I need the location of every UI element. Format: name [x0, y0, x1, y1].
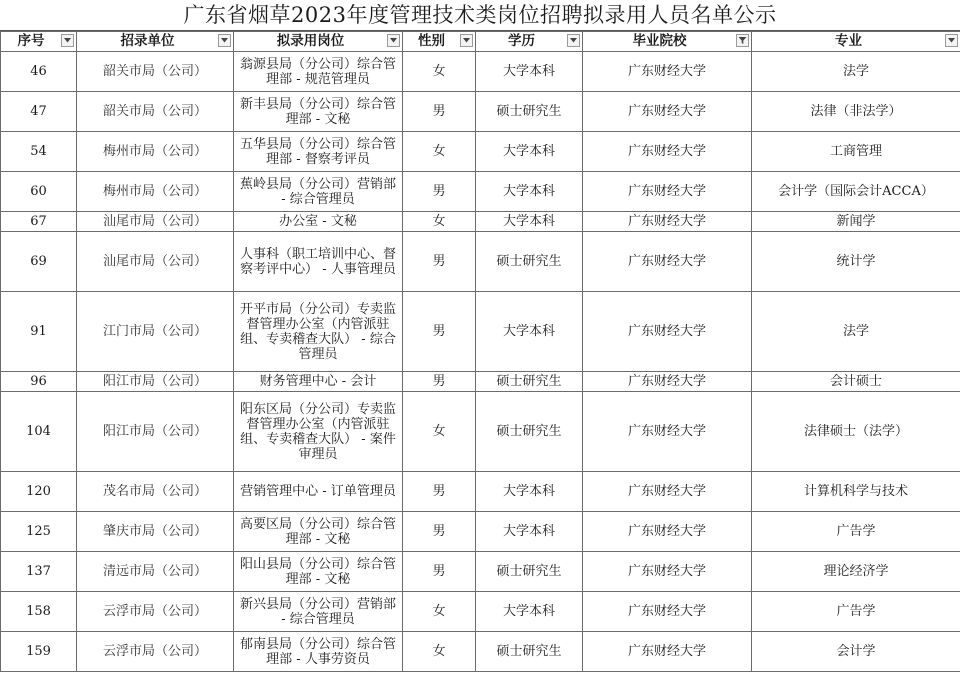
cell-gender [403, 52, 476, 92]
cell-school [583, 232, 752, 292]
cell-post [234, 172, 403, 212]
cell-major-text: 法学 [842, 324, 869, 339]
cell-education-text: 硕士研究生 [496, 104, 562, 119]
cell-major-text: 计算机科学与技术 [803, 484, 908, 499]
cell-unit [77, 92, 234, 132]
cell-education [476, 552, 583, 592]
cell-school [583, 472, 752, 512]
cell-unit-text: 云浮市局（公司） [102, 604, 207, 619]
table-row [1, 592, 960, 632]
dropdown-arrow-icon[interactable] [567, 34, 580, 47]
cell-education-text: 硕士研究生 [496, 254, 562, 269]
cell-gender [403, 472, 476, 512]
cell-school [583, 512, 752, 552]
cell-no-text: 67 [30, 214, 47, 229]
cell-post-text: 办公室 - 文秘 [279, 214, 357, 229]
dropdown-arrow-icon[interactable] [387, 34, 400, 47]
col-header-major-label: 专业 [835, 33, 862, 49]
cell-education [476, 232, 583, 292]
cell-no [1, 512, 77, 552]
cell-gender-text: 女 [432, 644, 446, 659]
table-row [1, 472, 960, 512]
cell-unit [77, 512, 234, 552]
cell-education-text: 硕士研究生 [496, 374, 562, 389]
cell-unit-text: 肇庆市局（公司） [102, 524, 207, 539]
cell-major-text: 会计学 [836, 644, 876, 659]
cell-school [583, 552, 752, 592]
table-row [1, 292, 960, 372]
cell-gender [403, 632, 476, 672]
dropdown-arrow-icon[interactable] [61, 34, 74, 47]
recruitment-table [0, 31, 960, 672]
cell-no-text: 120 [26, 484, 51, 499]
col-header-gender [403, 32, 476, 52]
cell-education [476, 392, 583, 472]
cell-education-text: 硕士研究生 [496, 564, 562, 579]
cell-major-text: 理论经济学 [823, 564, 889, 579]
cell-school-text: 广东财经大学 [627, 104, 706, 119]
cell-no [1, 372, 77, 392]
cell-gender-text: 女 [432, 424, 446, 439]
table-row [1, 172, 960, 212]
cell-education-text: 大学本科 [502, 184, 555, 199]
cell-education-text: 大学本科 [502, 524, 555, 539]
cell-unit [77, 472, 234, 512]
cell-no [1, 172, 77, 212]
cell-school-text: 广东财经大学 [627, 564, 706, 579]
table-row [1, 552, 960, 592]
dropdown-arrow-icon[interactable] [218, 34, 231, 47]
cell-gender-text: 男 [432, 374, 446, 389]
cell-post-text: 新丰县局（分公司）综合管理部 - 文秘 [239, 96, 396, 127]
cell-unit-text: 韶关市局（公司） [102, 64, 207, 79]
cell-unit [77, 232, 234, 292]
cell-post-text: 新兴县局（分公司）营销部 - 综合管理员 [239, 596, 396, 627]
cell-school [583, 592, 752, 632]
cell-major [752, 392, 960, 472]
cell-education [476, 132, 583, 172]
table-row [1, 52, 960, 92]
cell-post [234, 292, 403, 372]
cell-post [234, 512, 403, 552]
table-row [1, 372, 960, 392]
cell-gender-text: 男 [432, 254, 446, 269]
cell-education [476, 472, 583, 512]
dropdown-arrow-icon[interactable] [460, 34, 473, 47]
cell-no [1, 292, 77, 372]
cell-major-text: 法律（非法学） [810, 104, 902, 119]
cell-no-text: 137 [26, 564, 51, 579]
cell-post [234, 132, 403, 172]
cell-education [476, 172, 583, 212]
cell-unit [77, 212, 234, 232]
cell-major-text: 广告学 [836, 524, 876, 539]
table-row [1, 632, 960, 672]
cell-no-text: 159 [26, 644, 51, 659]
cell-unit-text: 云浮市局（公司） [102, 644, 207, 659]
table-body [1, 52, 960, 672]
cell-unit-text: 江门市局（公司） [102, 324, 207, 339]
cell-post-text: 郁南县局（分公司）综合管理部 - 人事劳资员 [239, 636, 396, 667]
cell-unit [77, 592, 234, 632]
cell-major [752, 632, 960, 672]
cell-unit-text: 茂名市局（公司） [102, 484, 207, 499]
col-header-post-label: 拟录用岗位 [276, 33, 345, 49]
cell-school-text: 广东财经大学 [627, 324, 706, 339]
cell-gender [403, 132, 476, 172]
cell-education [476, 92, 583, 132]
cell-unit [77, 292, 234, 372]
cell-major [752, 552, 960, 592]
cell-no-text: 104 [26, 424, 51, 439]
cell-post-text: 开平市局（分公司）专卖监督管理办公室（内管派驻组、专卖稽查大队） - 综合管理员 [239, 301, 396, 362]
cell-post [234, 392, 403, 472]
cell-major [752, 132, 960, 172]
cell-unit-text: 韶关市局（公司） [102, 104, 207, 119]
cell-education-text: 大学本科 [502, 64, 555, 79]
cell-no-text: 158 [26, 604, 51, 619]
table-row [1, 392, 960, 472]
cell-school-text: 广东财经大学 [627, 214, 706, 229]
cell-post [234, 592, 403, 632]
cell-post-text: 财务管理中心 - 会计 [259, 374, 377, 389]
cell-major-text: 会计学（国际会计ACCA） [778, 184, 934, 199]
cell-major-text: 会计硕士 [829, 374, 882, 389]
cell-unit-text: 阳江市局（公司） [102, 424, 207, 439]
cell-post-text: 五华县局（分公司）综合管理部 - 督察考评员 [239, 136, 396, 167]
cell-school-text: 广东财经大学 [627, 524, 706, 539]
cell-school [583, 132, 752, 172]
cell-school [583, 392, 752, 472]
cell-major [752, 232, 960, 292]
cell-education-text: 大学本科 [502, 144, 555, 159]
cell-no-text: 46 [30, 64, 47, 79]
filter-active-icon[interactable] [736, 34, 749, 47]
cell-gender-text: 女 [432, 214, 446, 229]
cell-gender-text: 男 [432, 564, 446, 579]
cell-gender-text: 女 [432, 144, 446, 159]
cell-gender-text: 男 [432, 184, 446, 199]
cell-major [752, 472, 960, 512]
table-row [1, 512, 960, 552]
cell-major [752, 172, 960, 212]
cell-major [752, 212, 960, 232]
cell-gender [403, 292, 476, 372]
cell-no-text: 96 [30, 374, 47, 389]
cell-no-text: 125 [26, 524, 51, 539]
cell-school-text: 广东财经大学 [627, 144, 706, 159]
cell-gender [403, 552, 476, 592]
cell-unit-text: 清远市局（公司） [102, 564, 207, 579]
cell-post-text: 翁源县局（分公司）综合管理部 - 规范管理员 [239, 56, 396, 87]
cell-no-text: 54 [30, 144, 47, 159]
cell-school-text: 广东财经大学 [627, 424, 706, 439]
cell-unit [77, 132, 234, 172]
cell-no [1, 632, 77, 672]
cell-major [752, 52, 960, 92]
table-row [1, 92, 960, 132]
cell-gender [403, 592, 476, 632]
cell-unit-text: 阳江市局（公司） [102, 374, 207, 389]
cell-gender-text: 男 [432, 104, 446, 119]
cell-education [476, 52, 583, 92]
cell-school [583, 212, 752, 232]
cell-unit-text: 梅州市局（公司） [102, 184, 207, 199]
header-row [1, 32, 960, 52]
table-row [1, 232, 960, 292]
cell-no [1, 52, 77, 92]
cell-major-text: 新闻学 [836, 214, 876, 229]
col-header-education [476, 32, 583, 52]
cell-education-text: 大学本科 [502, 484, 555, 499]
cell-education [476, 212, 583, 232]
col-header-major [752, 32, 960, 52]
cell-post [234, 552, 403, 592]
col-header-school-label: 毕业院校 [632, 33, 687, 49]
cell-school-text: 广东财经大学 [627, 604, 706, 619]
cell-major [752, 292, 960, 372]
cell-major-text: 广告学 [836, 604, 876, 619]
cell-post-text: 阳东区局（分公司）专卖监督管理办公室（内管派驻组、专卖稽查大队） - 案件审理员 [239, 401, 396, 462]
col-header-no-label: 序号 [17, 33, 45, 49]
table-row [1, 132, 960, 172]
cell-post-text: 高要区局（分公司）综合管理部 - 文秘 [239, 516, 396, 547]
cell-education [476, 512, 583, 552]
cell-post-text: 人事科（职工培训中心、督察考评中心） - 人事管理员 [239, 246, 396, 277]
sheet-title: 广东省烟草2023年度管理技术类岗位招聘拟录用人员名单公示 [0, 0, 960, 31]
cell-education-text: 大学本科 [502, 324, 555, 339]
cell-school-text: 广东财经大学 [627, 184, 706, 199]
cell-no [1, 552, 77, 592]
cell-no-text: 47 [30, 104, 47, 119]
cell-education [476, 592, 583, 632]
cell-gender [403, 512, 476, 552]
table-row [1, 212, 960, 232]
cell-education [476, 372, 583, 392]
col-header-education-label: 学历 [508, 33, 535, 49]
cell-education-text: 大学本科 [502, 214, 555, 229]
cell-education-text: 硕士研究生 [496, 424, 562, 439]
cell-major [752, 372, 960, 392]
cell-gender [403, 232, 476, 292]
cell-unit [77, 392, 234, 472]
cell-unit-text: 梅州市局（公司） [102, 144, 207, 159]
cell-post-text: 营销管理中心 - 订单管理员 [240, 484, 396, 499]
cell-education [476, 632, 583, 672]
cell-no [1, 392, 77, 472]
dropdown-arrow-icon[interactable] [945, 34, 958, 47]
cell-post [234, 372, 403, 392]
cell-unit [77, 552, 234, 592]
cell-education-text: 大学本科 [502, 604, 555, 619]
cell-unit-text: 汕尾市局（公司） [102, 254, 207, 269]
cell-post-text: 蕉岭县局（分公司）营销部 - 综合管理员 [239, 176, 396, 207]
cell-major [752, 512, 960, 552]
cell-school [583, 632, 752, 672]
cell-post [234, 632, 403, 672]
cell-no [1, 132, 77, 172]
cell-school [583, 52, 752, 92]
cell-gender-text: 女 [432, 604, 446, 619]
col-header-unit [77, 32, 234, 52]
cell-post [234, 92, 403, 132]
cell-gender-text: 女 [432, 64, 446, 79]
cell-gender [403, 172, 476, 212]
cell-school [583, 92, 752, 132]
cell-no-text: 91 [30, 324, 47, 339]
cell-major [752, 92, 960, 132]
cell-no [1, 472, 77, 512]
cell-school [583, 292, 752, 372]
cell-no [1, 592, 77, 632]
cell-post [234, 212, 403, 232]
cell-no [1, 92, 77, 132]
cell-major-text: 统计学 [836, 254, 876, 269]
col-header-school [583, 32, 752, 52]
cell-unit [77, 172, 234, 212]
cell-no [1, 212, 77, 232]
cell-gender [403, 92, 476, 132]
cell-education-text: 硕士研究生 [496, 644, 562, 659]
cell-unit-text: 汕尾市局（公司） [102, 214, 207, 229]
cell-school-text: 广东财经大学 [627, 254, 706, 269]
col-header-no [1, 32, 77, 52]
cell-school-text: 广东财经大学 [627, 644, 706, 659]
cell-gender-text: 男 [432, 324, 446, 339]
cell-gender [403, 212, 476, 232]
cell-major [752, 592, 960, 632]
cell-no-text: 60 [30, 184, 47, 199]
cell-school-text: 广东财经大学 [627, 374, 706, 389]
cell-gender-text: 男 [432, 484, 446, 499]
col-header-post [234, 32, 403, 52]
cell-gender [403, 372, 476, 392]
cell-no [1, 232, 77, 292]
cell-education [476, 292, 583, 372]
cell-unit [77, 632, 234, 672]
cell-gender [403, 392, 476, 472]
col-header-gender-label: 性别 [418, 33, 445, 49]
cell-school-text: 广东财经大学 [627, 64, 706, 79]
cell-school [583, 172, 752, 212]
cell-school-text: 广东财经大学 [627, 484, 706, 499]
cell-post [234, 232, 403, 292]
cell-major-text: 法学 [842, 64, 869, 79]
cell-unit [77, 52, 234, 92]
cell-major-text: 工商管理 [829, 144, 882, 159]
cell-post [234, 472, 403, 512]
cell-gender-text: 男 [432, 524, 446, 539]
cell-no-text: 69 [30, 254, 47, 269]
cell-post-text: 阳山县局（分公司）综合管理部 - 文秘 [239, 556, 396, 587]
col-header-unit-label: 招录单位 [120, 33, 175, 49]
cell-unit [77, 372, 234, 392]
cell-school [583, 372, 752, 392]
cell-post [234, 52, 403, 92]
cell-major-text: 法律硕士（法学） [803, 424, 908, 439]
